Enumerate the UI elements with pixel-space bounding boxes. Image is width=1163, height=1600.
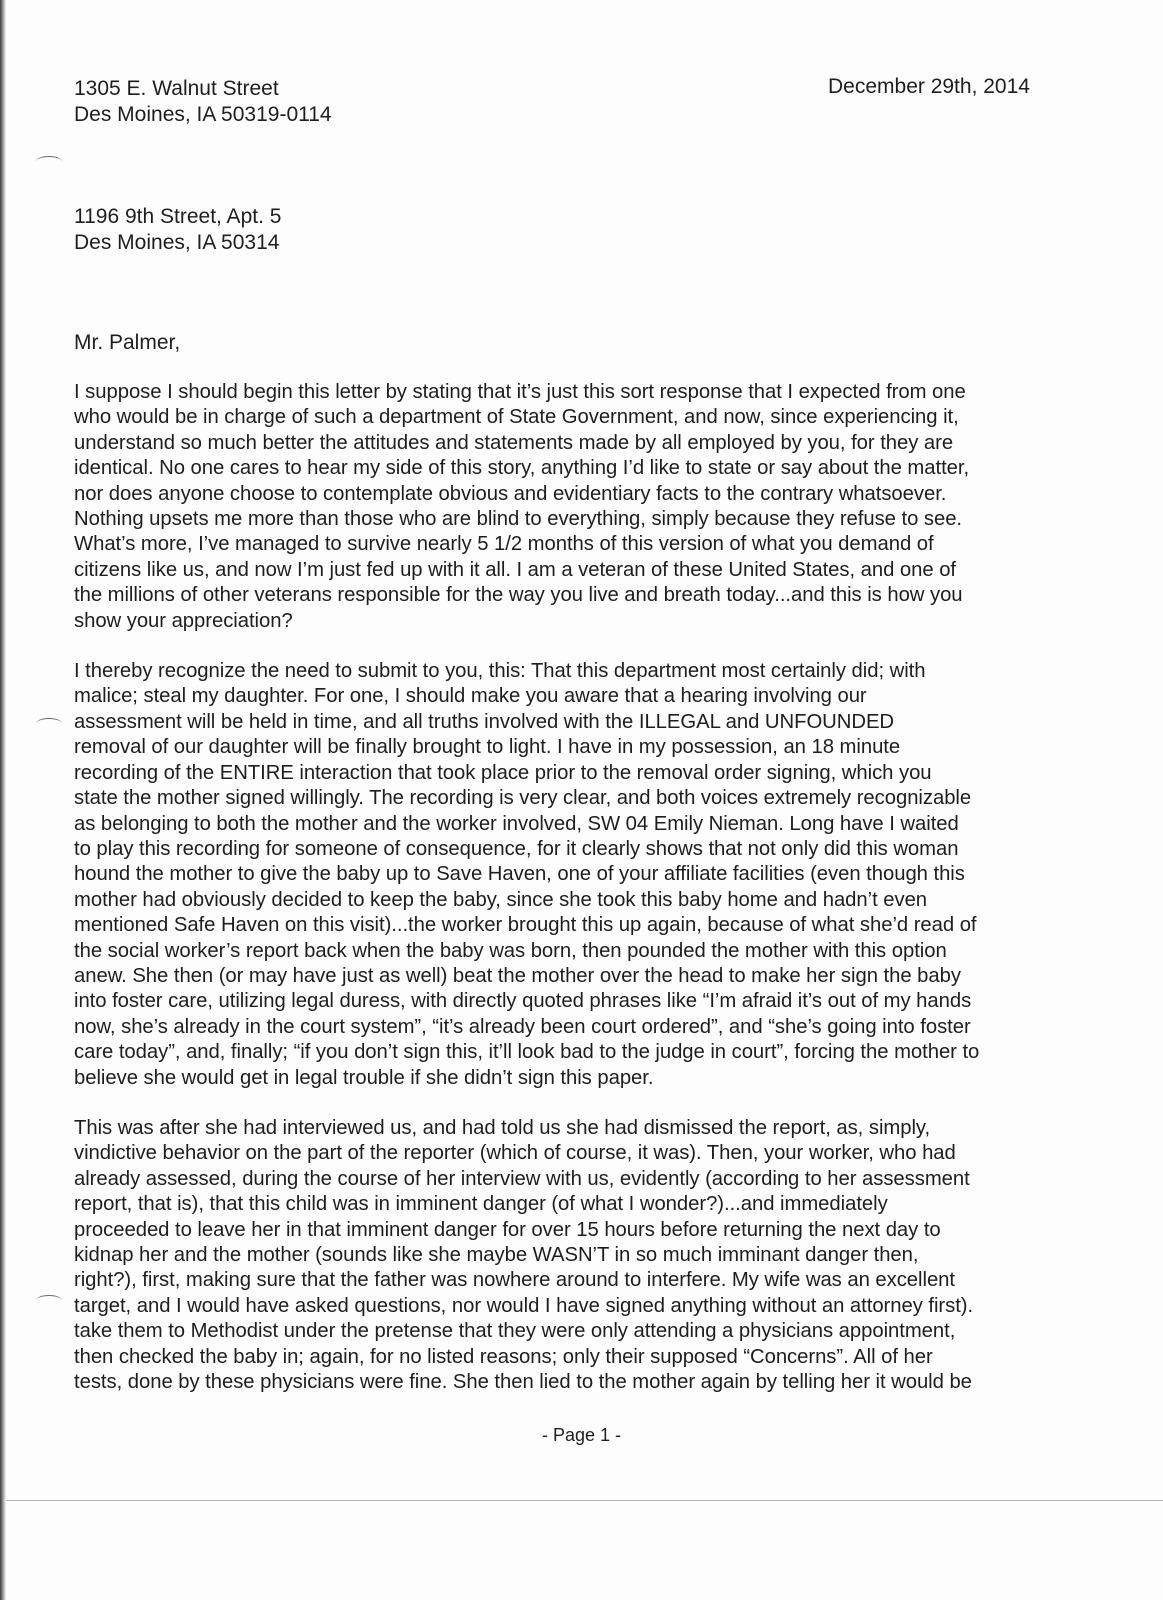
text-line: now, she’s already in the court system”, “it’s already been court ordered”, and “she’s going into foster	[74, 1015, 971, 1038]
text-line: into foster care, utilizing legal duress, with directly quoted phrases like “I’m afraid it’s out of my hands	[74, 990, 972, 1013]
text-line: assessment will be held in time, and all truths involved with the ILLEGAL and UNFOUNDED	[74, 710, 895, 733]
text-line: mother had obviously decided to keep the baby, since she took this baby home and hadn’t even	[74, 888, 928, 911]
letter-body	[74, 380, 1114, 1420]
text-line: This was after she had interviewed us, and had told us she had dismissed the report, as, simply,	[74, 1116, 931, 1139]
pen-mark	[36, 156, 62, 167]
text-line: target, and I would have asked questions, nor would I have signed anything without an attorney first).	[74, 1294, 974, 1317]
text-line: What’s more, I’ve managed to survive nearly 5 1/2 months of this version of what you demand of	[74, 533, 934, 556]
text-line: kidnap her and the mother (sounds like she maybe WASN’T in so much imminant danger then,	[74, 1244, 919, 1266]
text-line: believe she would get in legal trouble if she didn’t sign this paper.	[74, 1066, 654, 1089]
sender-city: Des Moines, IA 50319-0114	[74, 103, 332, 126]
text-line: already assessed, during the course of her interview with us, evidently (according to her assessment	[74, 1167, 970, 1190]
sender-address	[74, 76, 332, 128]
text-line: anew. She then (or may have just as well) beat the mother over the head to make her sign the baby	[74, 964, 961, 987]
text-line: citizens like us, and now I’m just fed up with it all. I am a veteran of these United States, and one of	[74, 558, 957, 581]
text-line: I thereby recognize the need to submit to you, this: That this department most certainly did; with	[74, 660, 926, 683]
text-line: then checked the baby in; again, for no listed reasons; only their supposed “Concerns”. All of her	[74, 1345, 933, 1368]
recipient-street: 1196 9th Street, Apt. 5	[74, 205, 282, 228]
text-line: malice; steal my daughter. For one, I should make you aware that a hearing involving our	[74, 685, 867, 708]
letter-paragraph	[74, 1116, 1114, 1395]
text-line: nor does anyone choose to contemplate obvious and evidentiary facts to the contrary whatsoever.	[74, 482, 947, 505]
text-line: identical. No one cares to hear my side of this story, anything I’d like to state or say about the matter,	[74, 457, 970, 480]
text-line: who would be in charge of such a department of State Government, and now, since experiencing it,	[74, 406, 959, 429]
letter-date: December 29th, 2014	[828, 75, 1030, 98]
text-line: as belonging to both the mother and the worker involved, SW 04 Emily Nieman. Long have I waited	[74, 812, 959, 835]
text-line: tests, done by these physicians were fine. She then lied to the mother again by telling her it would be	[74, 1371, 972, 1394]
page-number: - Page 1 -	[541, 1425, 622, 1445]
text-line: proceeded to leave her in that imminent danger for over 15 hours before returning the next day to	[74, 1218, 941, 1241]
text-line: the social worker’s report back when the baby was born, then pounded the mother with this option	[74, 939, 947, 962]
text-line: hound the mother to give the baby up to Save Haven, one of your affiliate facilities (even though this	[74, 863, 965, 886]
text-line: understand so much better the attitudes and statements made by all employed by you, for they are	[74, 431, 954, 454]
recipient-address	[74, 204, 281, 256]
page-edge-line	[6, 1500, 1163, 1501]
text-line: care today”, and, finally; “if you don’t sign this, it’ll look bad to the judge in court”, forcing the mother to	[74, 1041, 980, 1064]
text-line: right?), first, making sure that the father was nowhere around to interfere. My wife was an excellent	[74, 1269, 955, 1292]
text-line: show your appreciation?	[74, 609, 293, 632]
text-line: Nothing upsets me more than those who are blind to everything, simply because they refuse to see.	[74, 508, 963, 531]
text-line: I suppose I should begin this letter by stating that it’s just this sort response that I expected from one	[74, 381, 966, 403]
scan-edge	[0, 0, 6, 1600]
text-line: state the mother signed willingly. The recording is very clear, and both voices extremely recognizable	[74, 787, 972, 810]
text-line: take them to Methodist under the pretense that they were only attending a physicians appointment,	[74, 1320, 956, 1343]
sender-street: 1305 E. Walnut Street	[74, 77, 279, 100]
pen-mark	[36, 1295, 62, 1306]
text-line: recording of the ENTIRE interaction that took place prior to the removal order signing, which you	[74, 761, 932, 784]
letter-paragraph	[74, 380, 1114, 634]
text-line: removal of our daughter will be finally brought to light. I have in my possession, an 18 minute	[74, 736, 901, 759]
text-line: the millions of other veterans responsible for the way you live and breath today...and this is how you	[74, 584, 963, 607]
pen-mark	[36, 718, 62, 729]
text-line: mentioned Safe Haven on this visit)...the worker brought this up again, because of what she’d read of	[74, 914, 977, 937]
salutation: Mr. Palmer,	[74, 331, 181, 354]
recipient-city: Des Moines, IA 50314	[74, 231, 280, 254]
text-line: to play this recording for someone of consequence, for it clearly shows that not only did this woman	[74, 837, 959, 860]
text-line: report, that is), that this child was in imminent danger (of what I wonder?)...and immediately	[74, 1193, 888, 1216]
letter-paragraph	[74, 659, 1114, 1091]
text-line: vindictive behavior on the part of the reporter (which of course, it was). Then, your worker, who had	[74, 1142, 956, 1165]
